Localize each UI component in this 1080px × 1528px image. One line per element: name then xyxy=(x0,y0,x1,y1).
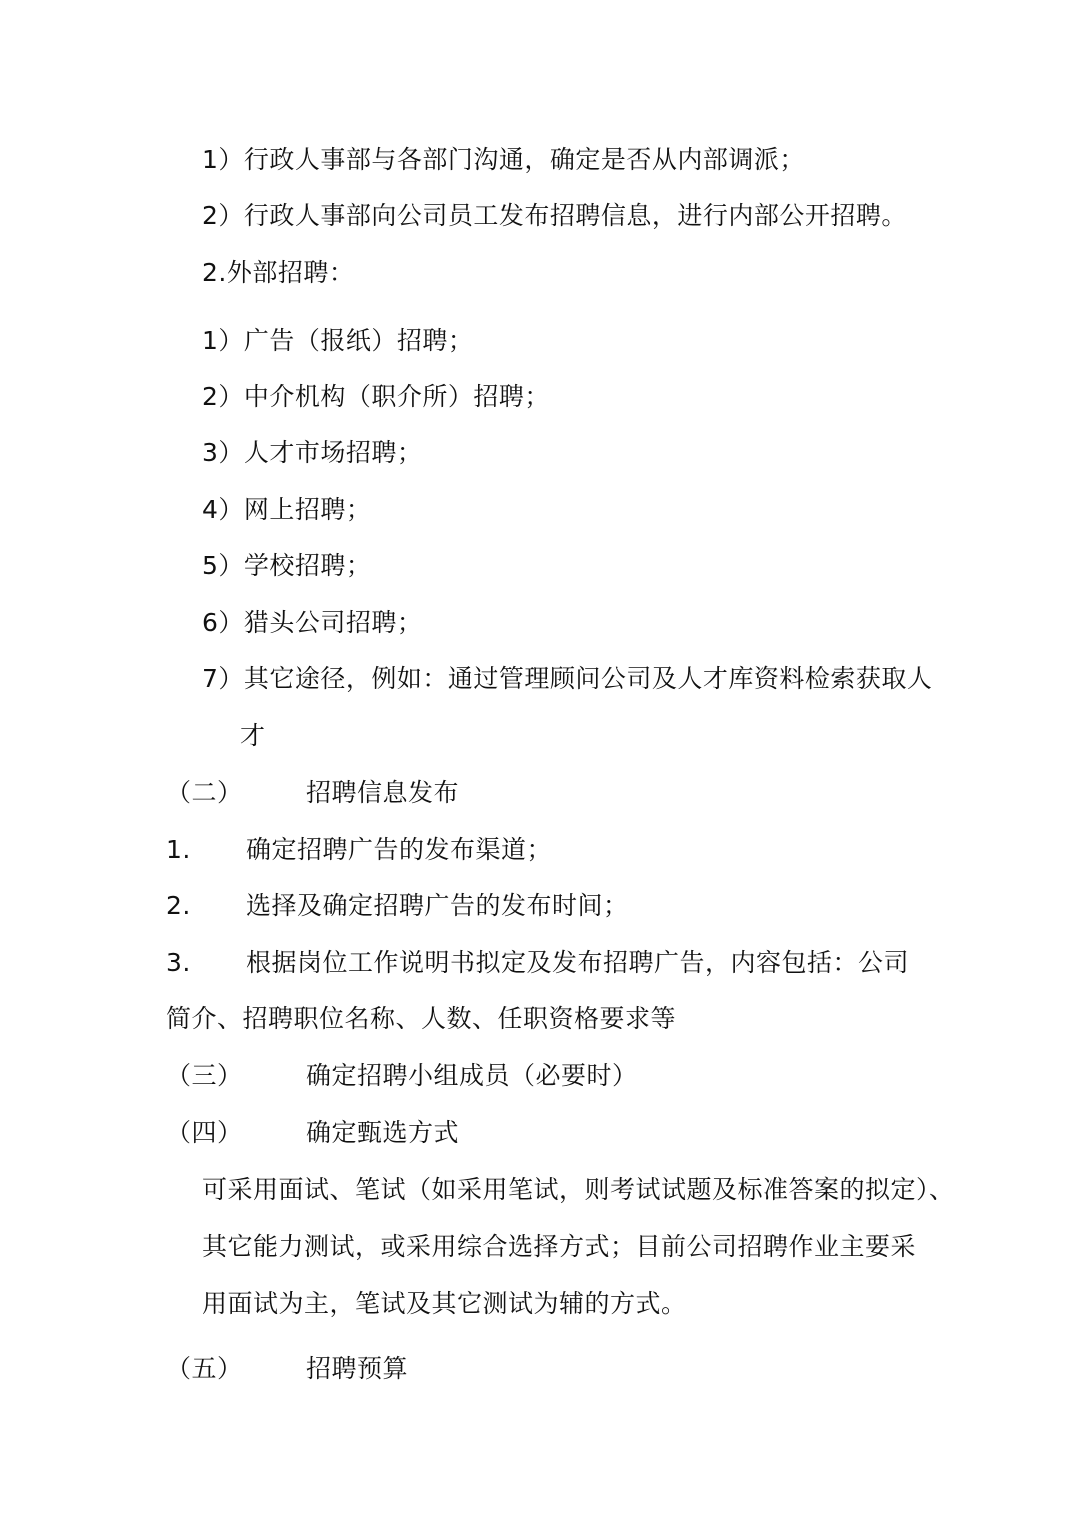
section-number: （四） xyxy=(166,1118,243,1147)
list-item xyxy=(202,325,473,357)
item-text: 确定招聘广告的发布渠道； xyxy=(246,835,553,864)
external-recruitment-heading: 2.外部招聘： xyxy=(202,258,355,287)
section-number: （三） xyxy=(166,1061,243,1090)
item-number: 3. xyxy=(166,948,191,977)
section-heading-3 xyxy=(166,1060,638,1092)
list-item xyxy=(202,663,932,695)
item-number: 1. xyxy=(166,835,191,864)
numbered-item xyxy=(166,834,552,866)
list-item xyxy=(202,550,371,582)
paragraph-line: 可采用面试、笔试（如采用笔试，则考试试题及标准答案的拟定）、 xyxy=(202,1175,955,1204)
item-number: 1） xyxy=(202,145,244,174)
list-item xyxy=(202,607,422,639)
section-number: （五） xyxy=(166,1354,243,1383)
item-number: 3） xyxy=(202,438,244,467)
item-number: 5） xyxy=(202,551,244,580)
item-number: 2. xyxy=(166,891,191,920)
item-number: 6） xyxy=(202,608,244,637)
item-text: 中介机构（职介所）招聘； xyxy=(243,382,550,411)
item-text: 人才市场招聘； xyxy=(243,438,423,467)
section-heading-2 xyxy=(166,777,459,809)
item-text: 网上招聘； xyxy=(243,495,372,524)
list-item xyxy=(202,381,550,413)
item-number: 2） xyxy=(202,201,244,230)
section-title: 确定招聘小组成员（必要时） xyxy=(306,1061,638,1090)
section-title: 招聘信息发布 xyxy=(306,778,460,807)
section-title: 招聘预算 xyxy=(306,1354,409,1383)
paragraph-line: 用面试为主，笔试及其它测试为辅的方式。 xyxy=(202,1289,687,1318)
item-text: 根据岗位工作说明书拟定及发布招聘广告，内容包括：公司 xyxy=(246,948,910,977)
section-number: （二） xyxy=(166,778,243,807)
section-heading-4 xyxy=(166,1117,459,1149)
item-text: 其它途径，例如：通过管理顾问公司及人才库资料检索获取人 xyxy=(243,664,933,693)
numbered-item xyxy=(166,890,629,922)
list-item xyxy=(202,437,422,469)
numbered-item-continuation: 简介、招聘职位名称、人数、任职资格要求等 xyxy=(166,1004,677,1033)
list-item xyxy=(202,144,805,176)
item-text: 选择及确定招聘广告的发布时间； xyxy=(246,891,629,920)
item-text: 猎头公司招聘； xyxy=(243,608,423,637)
numbered-item xyxy=(166,947,909,979)
item-number: 1） xyxy=(202,326,244,355)
item-text: 广告（报纸）招聘； xyxy=(243,326,474,355)
list-item xyxy=(202,200,907,232)
list-item-continuation: 才 xyxy=(240,721,266,750)
section-title: 确定甄选方式 xyxy=(306,1118,460,1147)
paragraph-line: 其它能力测试，或采用综合选择方式；目前公司招聘作业主要采 xyxy=(202,1232,917,1261)
item-text: 行政人事部向公司员工发布招聘信息，进行内部公开招聘。 xyxy=(243,201,907,230)
item-number: 2） xyxy=(202,382,244,411)
item-number: 4） xyxy=(202,495,244,524)
item-text: 行政人事部与各部门沟通，确定是否从内部调派； xyxy=(243,145,805,174)
item-number: 7） xyxy=(202,664,244,693)
section-heading-5 xyxy=(166,1353,408,1385)
item-text: 学校招聘； xyxy=(243,551,372,580)
list-item xyxy=(202,494,371,526)
